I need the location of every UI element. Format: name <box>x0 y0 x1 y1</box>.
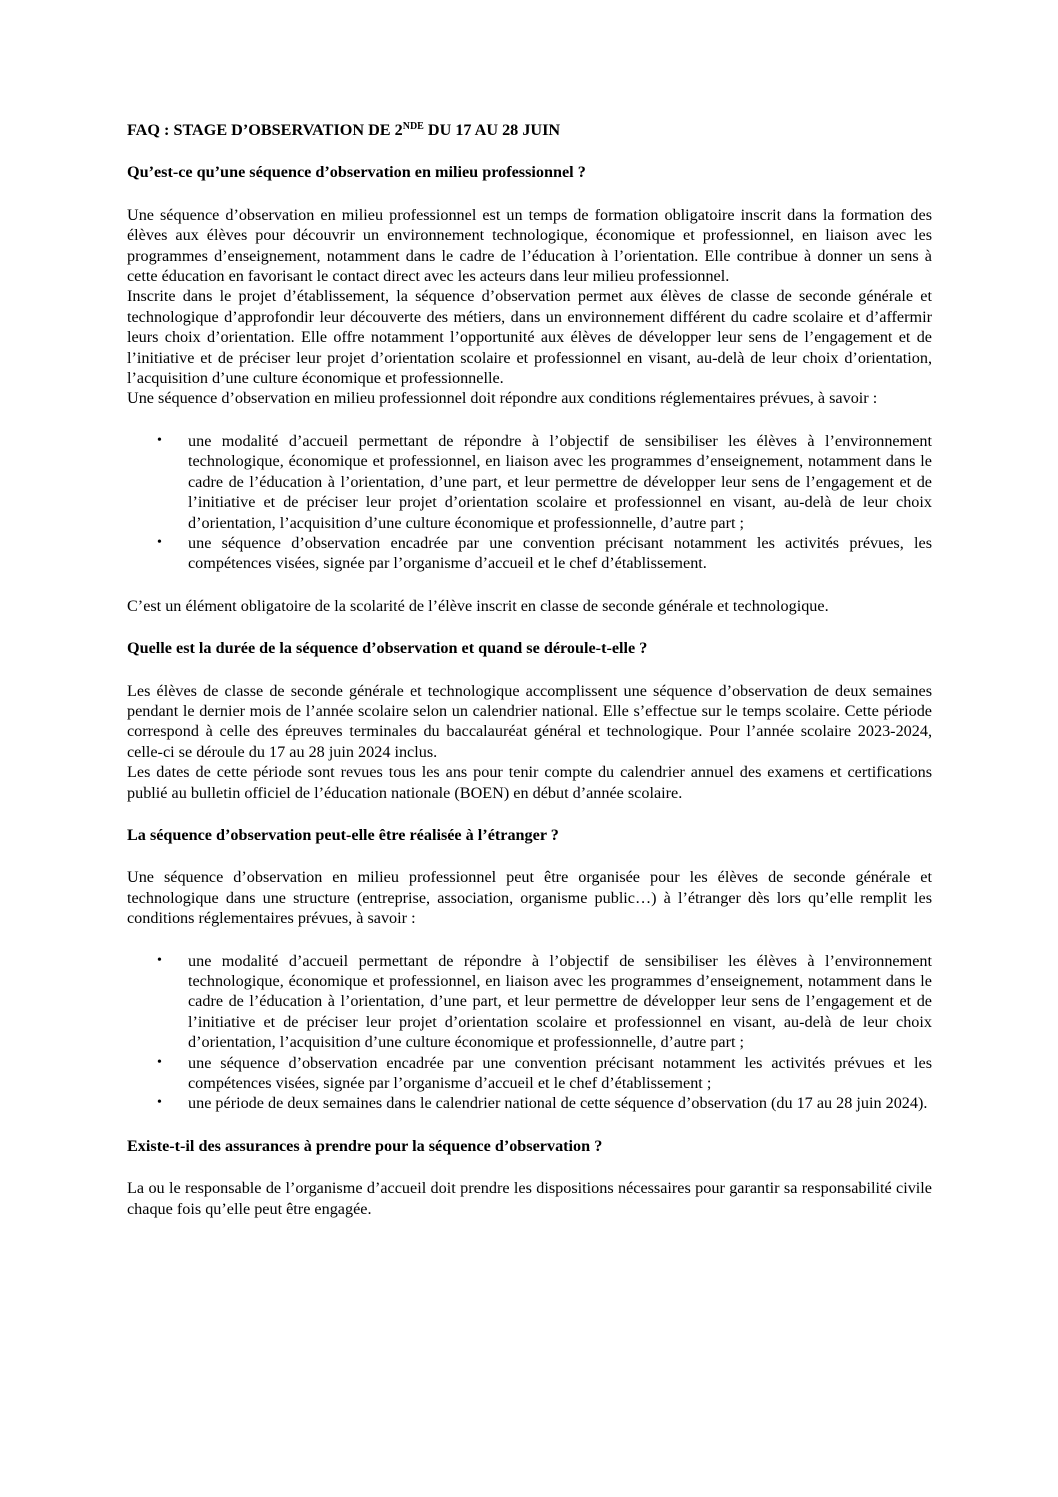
paragraph: Une séquence d’observation en milieu professionnel peut être organisée pour les élèves de seconde générale et technologique dans une structure (entreprise, association, organisme public…) à l’étranger dès lors qu’elle remplit les conditions réglementaires prévues, à savoir : <box>127 868 932 928</box>
paragraph: Les élèves de classe de seconde générale et technologique accomplissent une séquence d’observation de deux semaines pendant le dernier mois de l’année scolaire selon un calendrier national. Elle s’effectue sur le temps scolaire. Cette période correspond à celle des épreuves terminales du baccalauréat général et technologique. Pour l’année scolaire 2023-2024, celle-ci se déroule du 17 au 28 juin 2024 inclus. <box>127 681 932 761</box>
paragraph: C’est un élément obligatoire de la scolarité de l’élève inscrit en classe de seconde générale et technologique. <box>127 596 829 615</box>
list-item-text: une séquence d’observation encadrée par une convention précisant notamment les activités prévues, les compétences visées, signée par l’organisme d’accueil et le chef d’établissement. <box>188 533 932 573</box>
list-item <box>157 1053 932 1094</box>
title-prefix: FAQ : STAGE D’OBSERVATION DE 2 <box>127 121 403 139</box>
paragraph: Une séquence d’observation en milieu professionnel doit répondre aux conditions réglementaires prévues, à savoir : <box>127 389 878 408</box>
bullet-icon: • <box>157 1095 162 1111</box>
title-superscript: NDE <box>402 121 424 132</box>
list-item-text: une modalité d’accueil permettant de répondre à l’objectif de sensibiliser les élèves à l’environnement technologique, économique et professionnel, en liaison avec les programmes d’enseignement, notamment dans le cadre de l’éducation à l’orientation, d’une part, et leur permettre de développer leur sens de l’engagement et de l’initiative et de préciser leur projet d’orientation scolaire et professionnel en visant, au-delà de leur choix d’orientation, l’acquisition d’une culture économique et professionnelle, d’autre part ; <box>188 951 932 1052</box>
list-item-text: une période de deux semaines dans le calendrier national de cette séquence d’observation (du 17 au 28 juin 2024). <box>188 1094 928 1113</box>
document-title <box>127 120 932 140</box>
list-item <box>157 1093 932 1113</box>
list-item <box>157 431 932 533</box>
paragraph: La ou le responsable de l’organisme d’accueil doit prendre les dispositions nécessaires pour garantir sa responsabilité civile chaque fois qu’elle peut être engagée. <box>127 1179 932 1218</box>
bullet-icon: • <box>157 952 162 968</box>
section-heading-abroad: La séquence d’observation peut-elle être réalisée à l’étranger ? <box>127 825 559 844</box>
bullet-icon: • <box>157 432 162 448</box>
list-item-text: une séquence d’observation encadrée par une convention précisant notamment les activités prévues et les compétences visées, signée par l’organisme d’accueil et le chef d’établissement ; <box>188 1053 932 1093</box>
bullet-icon: • <box>157 534 162 550</box>
section-heading-duration: Quelle est la durée de la séquence d’observation et quand se déroule-t-elle ? <box>127 639 648 658</box>
document-page <box>127 120 932 1219</box>
bullet-list <box>127 951 932 1114</box>
bullet-list <box>127 431 932 574</box>
bullet-icon: • <box>157 1054 162 1070</box>
paragraph: Inscrite dans le projet d’établissement, la séquence d’observation permet aux élèves de classe de seconde générale et technologique d’approfondir leur découverte des métiers, dans un environnement différent du cadre scolaire et d’affermir leurs choix d’orientation. Elle offre notamment l’opportunité aux élèves de développer leur sens de l’engagement et de l’initiative et de préciser leur projet d’orientation scolaire et professionnel en visant, au-delà de leur choix d’orientation, l’acquisition d’une culture économique et professionnelle. <box>127 287 932 388</box>
list-item <box>157 533 932 574</box>
paragraph: Une séquence d’observation en milieu professionnel est un temps de formation obligatoire inscrit dans la formation des élèves aux élèves pour découvrir un environnement technologique, économique et professionnel, en liaison avec les programmes d’enseignement, notamment dans le cadre de l’éducation à l’orientation. Elle contribue à donner un sens à cette éducation en favorisant le contact direct avec les acteurs dans leur milieu professionnel. <box>127 205 932 286</box>
section-heading-insurance: Existe-t-il des assurances à prendre pour la séquence d’observation ? <box>127 1136 603 1155</box>
list-item-text: une modalité d’accueil permettant de répondre à l’objectif de sensibiliser les élèves à l’environnement technologique, économique et professionnel, en liaison avec les programmes d’enseignement, notamment dans le cadre de l’éducation à l’orientation, d’une part, et leur permettre de développer leur sens de l’engagement et de l’initiative et de préciser leur projet d’orientation scolaire et professionnel en visant, au-delà de leur choix d’orientation, l’acquisition d’une culture économique et professionnelle, d’autre part ; <box>188 431 932 532</box>
paragraph: Les dates de cette période sont revues tous les ans pour tenir compte du calendrier annuel des examens et certifications publié au bulletin officiel de l’éducation nationale (BOEN) en début d’année scolaire. <box>127 763 932 802</box>
section-heading-definition: Qu’est-ce qu’une séquence d’observation en milieu professionnel ? <box>127 163 586 182</box>
list-item <box>157 951 932 1053</box>
title-suffix: DU 17 AU 28 JUIN <box>423 121 561 139</box>
